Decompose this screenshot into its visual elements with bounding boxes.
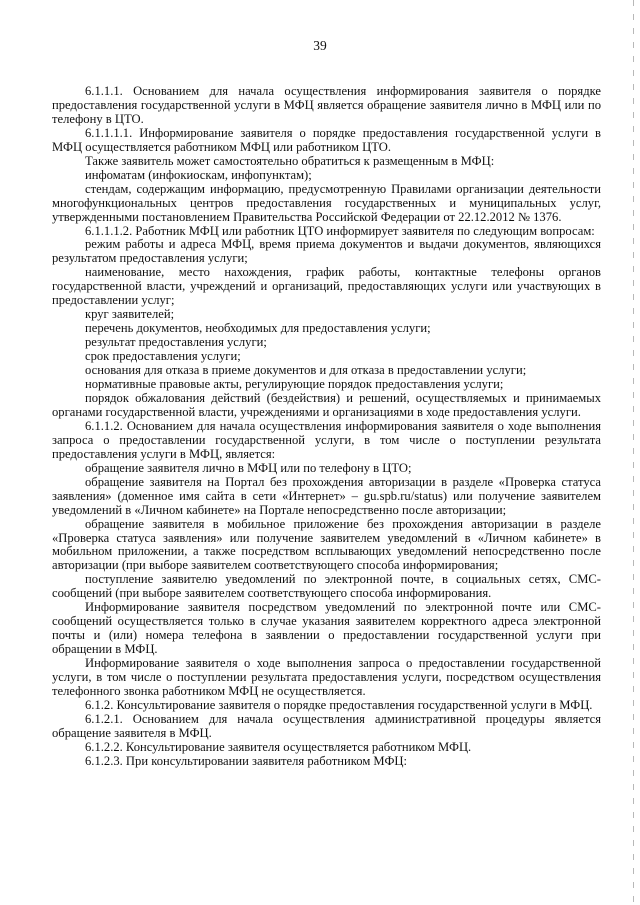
paragraph: инфоматам (инфокиоскам, инфопунктам); (85, 167, 312, 182)
paragraph: 6.1.2.2. Консультирование заявителя осуществляется работником МФЦ. (85, 739, 472, 754)
paragraph: обращение заявителя лично в МФЦ или по телефону в ЦТО; (85, 460, 412, 475)
paragraph: 6.1.2. Консультирование заявителя о порядке предоставления государственной услуги в МФЦ. (85, 697, 593, 712)
paragraph: наименование, место нахождения, график работы, контактные телефоны органов государственной власти, учреждений и организаций, предоставляющих услуги или участвующих в предоставлении услуг; (52, 265, 601, 308)
page-number: 39 (313, 38, 327, 53)
paragraph: Также заявитель может самостоятельно обратиться к размещенным в МФЦ: (85, 153, 495, 168)
paragraph: 6.1.1.1.2. Работник МФЦ или работник ЦТО информирует заявителя по следующим вопросам: (85, 223, 595, 238)
paragraph: стендам, содержащим информацию, предусмотренную Правилами организации деятельности многофункциональных центров предоставления государственных и муниципальных услуг, утвержденными постановлением Правительства Российской Федерации от 22.12.2012 № 1376. (52, 181, 601, 224)
paragraph: 6.1.1.1.1. Информирование заявителя о порядке предоставления государственной услуги в МФЦ осуществляется работником МФЦ или работником ЦТО. (52, 125, 601, 154)
paragraph: 6.1.1.1. Основанием для начала осуществления информирования заявителя о порядке предоставления государственной услуги в МФЦ является обращение заявителя лично в МФЦ или по телефону в ЦТО. (52, 84, 601, 126)
paragraph: порядок обжалования действий (бездействия) и решений, осуществляемых и принимаемых органами государственной власти, учреждениями и организациями в ходе предоставления услуги. (52, 390, 601, 419)
paragraph: 6.1.1.2. Основанием для начала осуществления информирования заявителя о ходе выполнения запроса о предоставлении государственной услуги, в том числе о поступлении результата предоставления услуги в МФЦ, является: (52, 418, 601, 461)
paragraph: 6.1.2.3. При консультировании заявителя работником МФЦ: (85, 753, 408, 768)
paragraph: Информирование заявителя посредством уведомлений по электронной почте или СМС-сообщений осуществляется только в случае указания заявителем корректного адреса электронной почты и (или) номера телефона в заявлении о предоставлении государственной услуги при обращении в МФЦ. (52, 600, 601, 657)
paragraph: 6.1.2.1. Основанием для начала осуществления административной процедуры является обращение заявителя в МФЦ. (52, 711, 601, 740)
paragraph: режим работы и адреса МФЦ, время приема документов и выдачи документов, являющихся результатом предоставления услуги; (52, 237, 601, 266)
paragraph: результат предоставления услуги; (85, 335, 267, 350)
paragraph: круг заявителей; (85, 307, 175, 322)
scan-edge (633, 0, 634, 905)
paragraph: Информирование заявителя о ходе выполнения запроса о предоставлении государственной услуги, в том числе о поступлении результата предоставления услуги, посредством осуществления телефонного звонка работником МФЦ не осуществляется. (52, 656, 601, 698)
paragraph: перечень документов, необходимых для предоставления услуги; (85, 321, 431, 336)
document-body (52, 85, 601, 769)
paragraph: поступление заявителю уведомлений по электронной почте, в социальных сетях, СМС-сообщений (при выборе заявителем соответствующего способа информирования. (52, 572, 601, 601)
paragraph: обращение заявителя на Портал без прохождения авторизации в разделе «Проверка статуса заявления» (доменное имя сайта в сети «Интернет» – gu.spb.ru/status) или получение заявителем уведомлений в «Личном кабинете» на Портале непосредственно после авторизации; (52, 474, 601, 517)
paragraph: обращение заявителя в мобильное приложение без прохождения авторизации в разделе «Проверка статуса заявления» или получение заявителем уведомлений в «Личном кабинете» в мобильном приложении, а также посредством всплывающих уведомлений непосредственно после авторизации (при выборе заявителем соответствующего способа информирования; (52, 516, 601, 573)
paragraph: срок предоставления услуги; (85, 349, 241, 364)
paragraph: основания для отказа в приеме документов и для отказа в предоставлении услуги; (85, 363, 527, 378)
paragraph: нормативные правовые акты, регулирующие порядок предоставления услуги; (85, 377, 504, 392)
